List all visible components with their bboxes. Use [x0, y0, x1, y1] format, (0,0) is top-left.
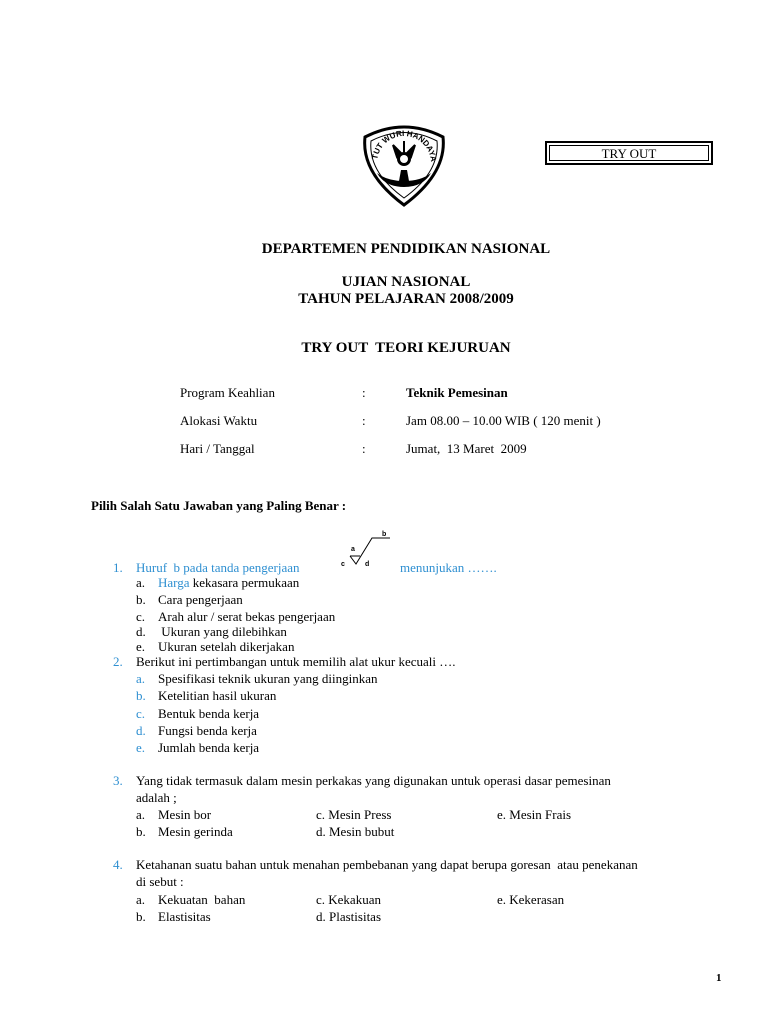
option-letter: e. [136, 740, 146, 755]
question-number: 3. [113, 773, 123, 788]
svg-text:TUT WURI HANDAYANI: TUT WURI HANDAYA [370, 128, 439, 163]
question-number: 1. [113, 560, 123, 575]
info-sep: : [362, 385, 366, 400]
option-text: Mesin gerinda [158, 824, 233, 839]
surface-finish-symbol [338, 530, 392, 570]
option-text: Jumlah benda kerja [158, 740, 260, 755]
info-sep: : [362, 441, 366, 456]
question-text: di sebut : [136, 874, 184, 889]
option-letter: b. [136, 688, 146, 703]
subject-title: TRY OUT TEORI KEJURUAN [301, 340, 511, 356]
option-text: Fungsi benda kerja [158, 723, 257, 738]
option-text: e. Mesin Frais [497, 807, 572, 822]
option-letter: a. [136, 575, 146, 590]
option-text: c. Mesin Press [316, 807, 392, 822]
svg-text:c: c [341, 561, 345, 568]
question-text: Yang tidak termasuk dalam mesin perkakas yang digunakan untuk operasi dasar pemesinan [136, 773, 611, 788]
tut-wuri-handayani-logo [357, 115, 451, 208]
question-text: adalah ; [136, 790, 177, 805]
instruction: Pilih Salah Satu Jawaban yang Paling Benar : [91, 498, 347, 513]
exam-title: UJIAN NASIONAL [341, 274, 471, 290]
svg-text:b: b [382, 531, 387, 538]
option-text: Harga kekasara permukaan [158, 575, 300, 590]
option-letter: e. [136, 639, 146, 654]
academic-year: TAHUN PELAJARAN 2008/2009 [298, 291, 514, 307]
option-letter: a. [136, 807, 146, 822]
option-text: Cara pengerjaan [158, 592, 243, 607]
question-number: 4. [113, 857, 123, 872]
question-text: Huruf b pada tanda pengerjaan [136, 560, 300, 575]
svg-text:a: a [351, 546, 355, 553]
option-text: c. Kekakuan [316, 892, 381, 907]
option-letter: d. [136, 624, 146, 639]
option-text: Ukuran yang dilebihkan [158, 624, 287, 639]
info-label-time: Alokasi Waktu [180, 413, 258, 428]
option-letter: a. [136, 892, 146, 907]
option-text: e. Kekerasan [497, 892, 565, 907]
info-label-program: Program Keahlian [180, 385, 275, 400]
info-sep: : [362, 413, 366, 428]
option-letter: b. [136, 824, 146, 839]
option-letter: b. [136, 909, 146, 924]
option-text: Ketelitian hasil ukuran [158, 688, 277, 703]
try-out-box [545, 141, 713, 165]
try-out-label: TRY OUT [549, 145, 709, 161]
department-title: DEPARTEMEN PENDIDIKAN NASIONAL [261, 241, 551, 257]
option-text: Bentuk benda kerja [158, 706, 260, 721]
option-text: Kekuatan bahan [158, 892, 246, 907]
option-letter: a. [136, 671, 146, 686]
svg-text:d: d [365, 561, 370, 568]
info-label-date: Hari / Tanggal [180, 441, 255, 456]
info-value-program: Teknik Pemesinan [406, 385, 508, 400]
option-text: Spesifikasi teknik ukuran yang diinginkan [158, 671, 378, 686]
info-value-date: Jumat, 13 Maret 2009 [406, 441, 527, 456]
question-text: Berikut ini pertimbangan untuk memilih alat ukur kecuali …. [136, 654, 456, 669]
option-text: Ukuran setelah dikerjakan [158, 639, 295, 654]
info-value-time: Jam 08.00 – 10.00 WIB ( 120 menit ) [406, 413, 601, 428]
option-text: Arah alur / serat bekas pengerjaan [158, 609, 336, 624]
question-number: 2. [113, 654, 123, 669]
option-text: d. Plastisitas [316, 909, 382, 924]
option-text: Mesin bor [158, 807, 212, 822]
option-letter: b. [136, 592, 146, 607]
option-letter: c. [136, 706, 146, 721]
option-text: d. Mesin bubut [316, 824, 395, 839]
page-number: 1 [716, 972, 722, 984]
option-letter: c. [136, 609, 146, 624]
question-text: Ketahanan suatu bahan untuk menahan pembebanan yang dapat berupa goresan atau penekanan [136, 857, 638, 872]
option-text: Elastisitas [158, 909, 211, 924]
question-text: menunjukan ……. [400, 560, 497, 575]
option-letter: d. [136, 723, 146, 738]
